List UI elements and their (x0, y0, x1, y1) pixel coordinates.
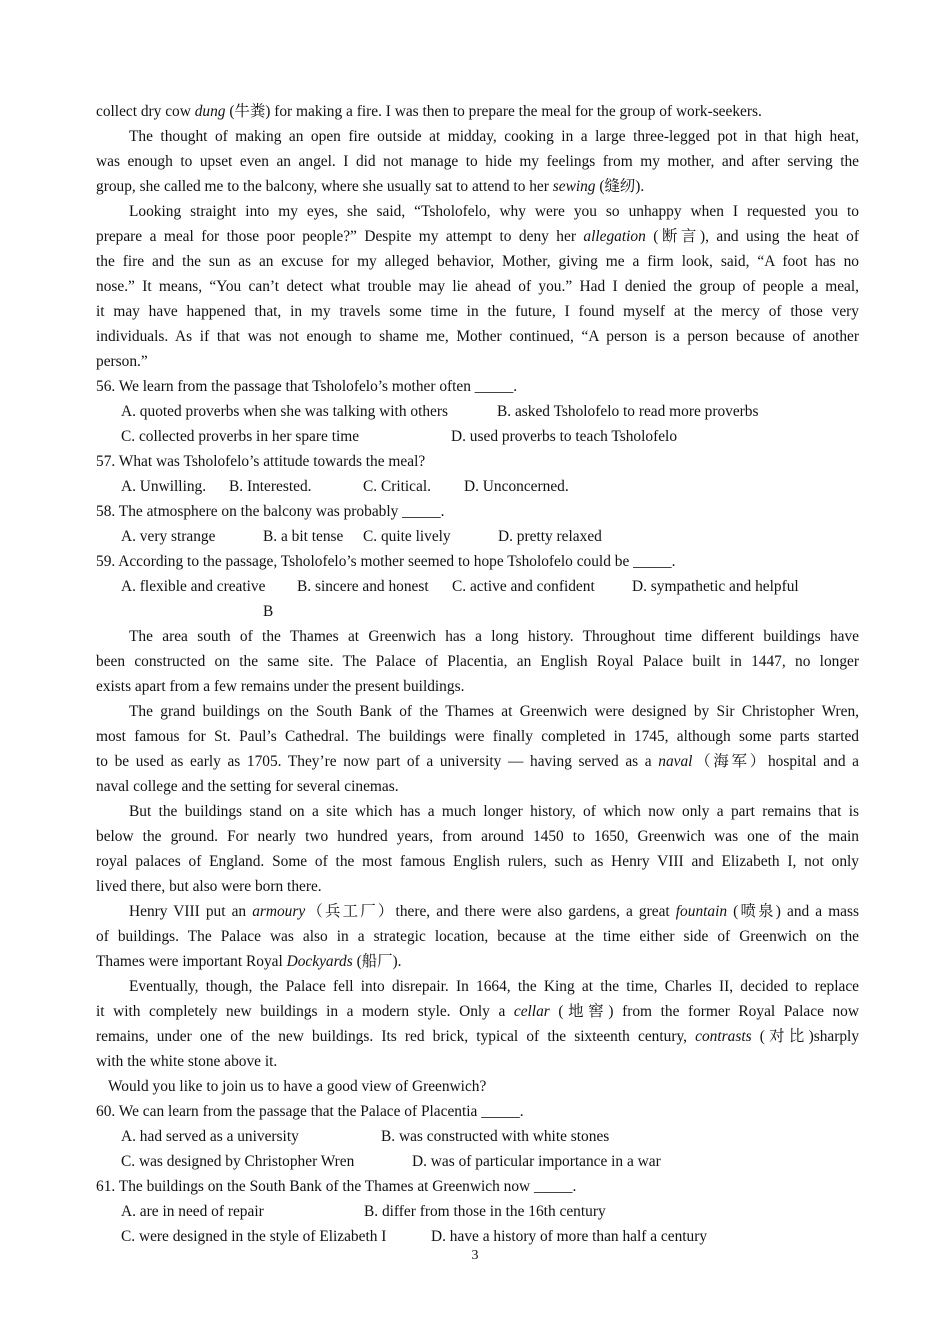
question-stem: 57. What was Tsholofelo’s attitude towards the meal? (96, 453, 426, 470)
passage-b-line: to be used as early as 1705. They’re now part of a university — having served as a naval（海军）hospital and a (96, 753, 859, 770)
option-d: D. Unconcerned. (464, 478, 569, 495)
option-c: C. was designed by Christopher Wren (121, 1153, 355, 1170)
option-d: D. used proverbs to teach Tsholofelo (451, 428, 678, 445)
passage-b-line: Thames were important Royal Dockyards (船厂). (96, 953, 402, 970)
passage-b-line: of buildings. The Palace was also in a strategic location, because at the time either side of Greenwich on the (96, 928, 859, 945)
passage-b-line: Henry VIII put an armoury（兵工厂）there, and there were also gardens, a great fountain (喷泉) and a mass (129, 903, 859, 920)
passage-b-line: below the ground. For nearly two hundred years, from around 1450 to 1650, Greenwich was one of the main (96, 828, 859, 845)
option-b: B. differ from those in the 16th century (364, 1203, 606, 1220)
option-d: D. was of particular importance in a war (412, 1153, 661, 1170)
option-b: B. sincere and honest (297, 578, 429, 595)
passage-a-line: Looking straight into my eyes, she said, “Tsholofelo, why were you so unhappy when I requested you to (129, 203, 859, 220)
passage-b-line: remains, under one of the new buildings. Its red brick, typical of the sixteenth century, contrasts (对比)sharply (96, 1028, 860, 1045)
section-label: B (263, 603, 274, 620)
question-stem: 60. We can learn from the passage that the Palace of Placentia _____. (96, 1103, 524, 1120)
passage-b-line: But the buildings stand on a site which has a much longer history, of which now only a part remains that is (129, 803, 859, 820)
option-b: B. asked Tsholofelo to read more proverbs (497, 403, 759, 420)
option-a: A. very strange (121, 528, 216, 545)
passage-b-line: with the white stone above it. (96, 1053, 278, 1070)
option-b: B. was constructed with white stones (381, 1128, 610, 1145)
passage-a-line: was enough to upset even an angel. I did not manage to hide my feelings from my mother, and after serving the (96, 153, 859, 170)
option-c: C. collected proverbs in her spare time (121, 428, 360, 445)
option-b: B. a bit tense (263, 528, 344, 545)
passage-b-closing: Would you like to join us to have a good view of Greenwich? (108, 1078, 487, 1095)
option-b: B. Interested. (229, 478, 312, 495)
question-stem: 58. The atmosphere on the balcony was probably _____. (96, 503, 445, 520)
option-d: D. have a history of more than half a century (431, 1228, 708, 1245)
passage-b-line: naval college and the setting for several cinemas. (96, 778, 399, 795)
passage-b-line: it with completely new buildings in a modern style. Only a cellar (地窖) from the former Royal Palace now (96, 1003, 859, 1020)
page-number: 3 (471, 1248, 479, 1263)
passage-b-line: exists apart from a few remains under the present buildings. (96, 678, 465, 695)
option-d: D. sympathetic and helpful (632, 578, 799, 595)
option-c: C. quite lively (363, 528, 451, 545)
option-c: C. were designed in the style of Elizabeth I (121, 1228, 387, 1245)
passage-a-line: person.” (96, 353, 148, 370)
question-stem: 61. The buildings on the South Bank of the Thames at Greenwich now _____. (96, 1178, 577, 1195)
question-stem: 56. We learn from the passage that Tsholofelo’s mother often _____. (96, 378, 518, 395)
passage-a-line: nose.” It means, “You can’t detect what trouble may lie ahead of you.” Had I denied the group of people a meal, (96, 278, 859, 295)
passage-b-line: The area south of the Thames at Greenwich has a long history. Throughout time different buildings have (129, 628, 859, 645)
passage-a-line: it may have happened that, in my travels some time in the future, I found myself at the mercy of those very (96, 303, 859, 320)
passage-a-line: prepare a meal for those poor people?” Despite my attempt to deny her allegation (断言), and using the heat of (96, 228, 859, 245)
option-a: A. quoted proverbs when she was talking with others (121, 403, 448, 420)
passage-b-line: Eventually, though, the Palace fell into disrepair. In 1664, the King at the time, Charles II, decided to replace (129, 978, 859, 995)
option-a: A. had served as a university (121, 1128, 299, 1145)
option-a: A. Unwilling. (121, 478, 207, 495)
passage-b-line: been constructed on the same site. The Palace of Placentia, an English Royal Palace built in 1447, no longer (96, 653, 859, 670)
option-c: C. Critical. (363, 478, 431, 495)
passage-a-line: group, she called me to the balcony, where she usually sat to attend to her sewing (缝纫). (96, 178, 645, 195)
question-stem: 59. According to the passage, Tsholofelo’s mother seemed to hope Tsholofelo could be _____. (96, 553, 676, 570)
passage-b-line: The grand buildings on the South Bank of the Thames at Greenwich were designed by Sir Christopher Wren, (129, 703, 859, 720)
option-a: A. are in need of repair (121, 1203, 264, 1220)
passage-b-line: lived there, but also were born there. (96, 878, 322, 895)
passage-a-line: collect dry cow dung (牛粪) for making a fire. I was then to prepare the meal for the group of work-seekers. (96, 103, 762, 120)
option-a: A. flexible and creative (121, 578, 266, 595)
passage-a-line: The thought of making an open fire outside at midday, cooking in a large three-legged pot in that high heat, (129, 128, 859, 145)
passage-a-line: individuals. As if that was not enough to shame me, Mother continued, “A person is a person because of another (96, 328, 859, 345)
passage-b-line: royal palaces of England. Some of the most famous English rulers, such as Henry VIII and Elizabeth I, not only (96, 853, 859, 870)
option-c: C. active and confident (452, 578, 595, 595)
option-d: D. pretty relaxed (498, 528, 602, 545)
passage-a-line: the fire and the sun as an excuse for my alleged behavior, Mother, giving me a firm look, said, “A foot has no (96, 253, 859, 270)
passage-b-line: most famous for St. Paul’s Cathedral. The buildings were finally completed in 1745, although some parts started (96, 728, 859, 745)
